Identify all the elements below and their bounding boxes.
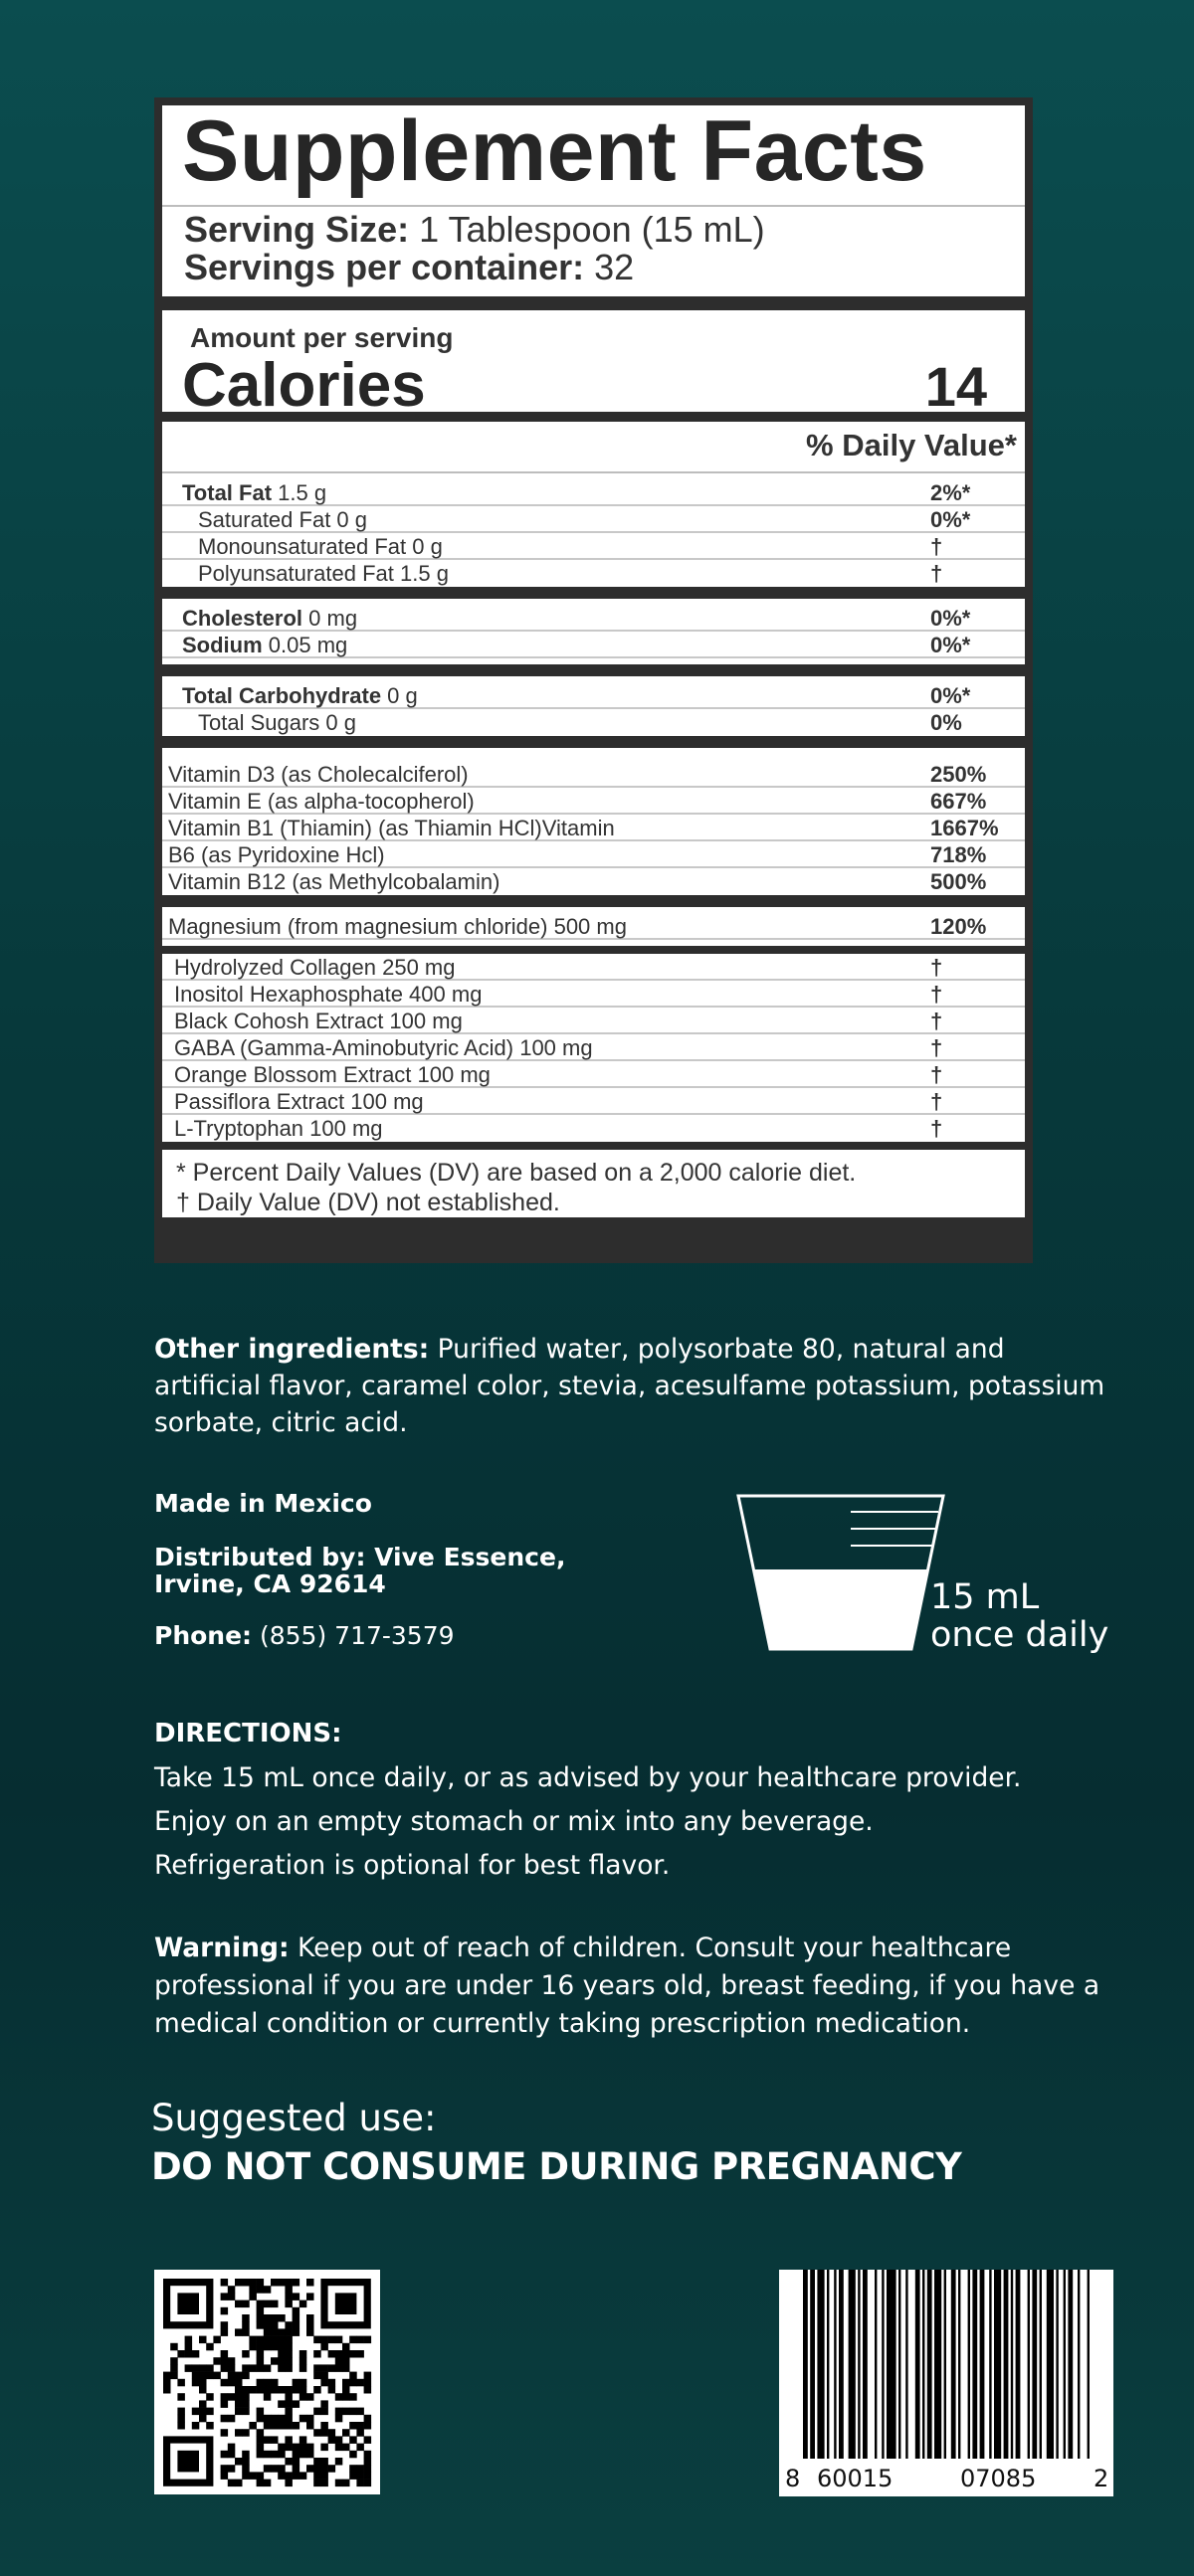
- serving-info: [162, 205, 1025, 296]
- pregnancy-warning: DO NOT CONSUME DURING PREGNANCY: [151, 2145, 962, 2188]
- barcode-bar: [839, 2270, 844, 2459]
- nutrient-row: Polyunsaturated Fat 1.5 g †: [198, 561, 943, 586]
- barcode-bar: [927, 2270, 932, 2459]
- facts-title: Supplement Facts: [182, 103, 927, 199]
- carbs-group: [162, 676, 1025, 736]
- barcode-bar: [1064, 2270, 1066, 2459]
- other-ingredients: Other ingredients: Purified water, polysorbate 80, natural and artificial flavor, caramel color, stevia, acesulfame potassium, potassium sorbate, citric acid.: [154, 1334, 1105, 1438]
- vitamin-row: Vitamin D3 (as Cholecalciferol) 250%: [162, 761, 1025, 788]
- barcode-digit-group: 8: [785, 2465, 801, 2492]
- nutrient-row: Sodium 0.05 mg 0%*: [162, 632, 1025, 658]
- barcode-digit-group: 60015: [817, 2465, 894, 2492]
- qr-code: [154, 2270, 380, 2494]
- nutrient-row: Cholesterol 0 mg 0%*: [162, 605, 1025, 632]
- barcode-bar: [1016, 2270, 1021, 2459]
- barcode-bar: [1028, 2270, 1030, 2459]
- nutrient-row: Saturated Fat 0 g 0%*: [162, 506, 1025, 533]
- barcode-bar: [1068, 2270, 1073, 2459]
- ingredient-row: Inositol Hexaphosphate 400 mg †: [162, 981, 1025, 1008]
- directions-line: Refrigeration is optional for best flavor.: [154, 1850, 671, 1881]
- barcode-bar: [849, 2270, 856, 2459]
- dose-label: 15 mL once daily: [930, 1577, 1109, 1655]
- barcode-bar: [887, 2270, 896, 2459]
- barcode-bar: [972, 2270, 977, 2459]
- fats-group: [162, 473, 1025, 587]
- phone: Phone: (855) 717-3579: [154, 1621, 455, 1650]
- calories-label: Calories: [182, 351, 426, 420]
- made-in: Made in Mexico: [154, 1489, 372, 1518]
- barcode-bar: [1040, 2270, 1042, 2459]
- amount-per-serving: Amount per serving: [190, 322, 454, 353]
- barcode-bar: [934, 2270, 941, 2459]
- barcode-digit-group: 07085: [960, 2465, 1037, 2492]
- barcode-bar: [989, 2270, 991, 2459]
- proprietary-group: [162, 954, 1025, 1142]
- barcode-bar: [951, 2270, 956, 2459]
- barcode-bar: [1056, 2270, 1058, 2459]
- servings-per-container: Servings per container: 32: [184, 247, 635, 287]
- serving-size: Serving Size: 1 Tablespoon (15 mL): [184, 209, 765, 250]
- vitamin-row: B6 (as Pyridoxine Hcl) 718%: [162, 841, 1025, 868]
- barcode-bar: [803, 2270, 808, 2459]
- measuring-cup-icon: [736, 1492, 945, 1651]
- ingredient-row: Orange Blossom Extract 100 mg †: [162, 1061, 1025, 1088]
- nutrient-row: Total Sugars 0 g 0%: [198, 710, 962, 735]
- barcode-bar: [958, 2270, 960, 2459]
- barcode-bar: [898, 2270, 900, 2459]
- mineral-row: Magnesium (from magnesium chloride) 500 mg 120%: [162, 913, 1025, 940]
- barcode-bar: [875, 2270, 877, 2459]
- minerals-group: [162, 599, 1025, 664]
- barcode-bar: [1088, 2270, 1090, 2459]
- calories-block: [162, 310, 1025, 420]
- barcode-bar: [915, 2270, 920, 2459]
- barcode-bar: [968, 2270, 970, 2459]
- barcode: [779, 2270, 1113, 2496]
- barcode-bar: [980, 2270, 985, 2459]
- barcode-digits: [779, 2465, 1113, 2494]
- barcode-bar: [834, 2270, 836, 2459]
- distributor: Distributed by: Vive Essence, Irvine, CA 92614: [154, 1543, 566, 1598]
- barcode-bar: [1078, 2270, 1080, 2459]
- facts-footnote: * Percent Daily Values (DV) are based on a 2,000 calorie diet. † Daily Value (DV) not established.: [162, 1150, 1025, 1217]
- magnesium-group: [162, 907, 1025, 946]
- qr-code-pattern: [154, 2270, 380, 2494]
- barcode-bar: [858, 2270, 860, 2459]
- directions-line: Enjoy on an empty stomach or mix into any beverage.: [154, 1806, 874, 1837]
- barcode-bar: [1004, 2270, 1009, 2459]
- barcode-digit-group: 2: [1094, 2465, 1109, 2492]
- ingredient-row: Passiflora Extract 100 mg †: [162, 1088, 1025, 1115]
- barcode-bar: [994, 2270, 1001, 2459]
- barcode-bar: [1011, 2270, 1013, 2459]
- barcode-bar: [944, 2270, 946, 2459]
- directions-title: DIRECTIONS:: [154, 1719, 342, 1748]
- barcode-bar: [863, 2270, 868, 2459]
- nutrient-row: Total Carbohydrate 0 g 0%*: [162, 682, 1025, 709]
- warning-text: Warning: Keep out of reach of children. Consult your healthcare professional if you are under 16 years old, breast feeding, if you have a medical condition or currently taking prescription medication.: [154, 1932, 1100, 2039]
- vitamin-row: Vitamin E (as alpha-tocopherol) 667%: [162, 788, 1025, 815]
- barcode-bars: [779, 2270, 1113, 2496]
- barcode-bar: [922, 2270, 924, 2459]
- ingredient-row: Hydrolyzed Collagen 250 mg †: [162, 954, 1025, 981]
- barcode-bar: [817, 2270, 824, 2459]
- vitamin-row: Vitamin B1 (Thiamin) (as Thiamin HCl)Vitamin 1667%: [162, 815, 1025, 841]
- supplement-facts-panel: [154, 97, 1033, 1263]
- directions-line: Take 15 mL once daily, or as advised by your healthcare provider.: [154, 1762, 1022, 1793]
- barcode-bar: [827, 2270, 829, 2459]
- nutrient-row: Monounsaturated Fat 0 g †: [162, 533, 1025, 560]
- nutrient-row: Total Fat 1.5 g 2%*: [162, 479, 1025, 506]
- barcode-bar: [882, 2270, 884, 2459]
- ingredient-row: L-Tryptophan 100 mg †: [174, 1116, 943, 1141]
- barcode-bar: [1032, 2270, 1037, 2459]
- calories-value: 14: [924, 355, 987, 418]
- suggested-use: Suggested use:: [151, 2097, 437, 2139]
- vitamins-group: [162, 748, 1025, 895]
- barcode-bar: [1047, 2270, 1054, 2459]
- daily-value-header: % Daily Value*: [162, 422, 1025, 473]
- vitamin-row: Vitamin B12 (as Methylcobalamin) 500%: [168, 869, 987, 894]
- barcode-bar: [905, 2270, 907, 2459]
- ingredient-row: Black Cohosh Extract 100 mg †: [162, 1008, 1025, 1034]
- barcode-bar: [810, 2270, 815, 2459]
- ingredient-row: GABA (Gamma-Aminobutyric Acid) 100 mg †: [162, 1034, 1025, 1061]
